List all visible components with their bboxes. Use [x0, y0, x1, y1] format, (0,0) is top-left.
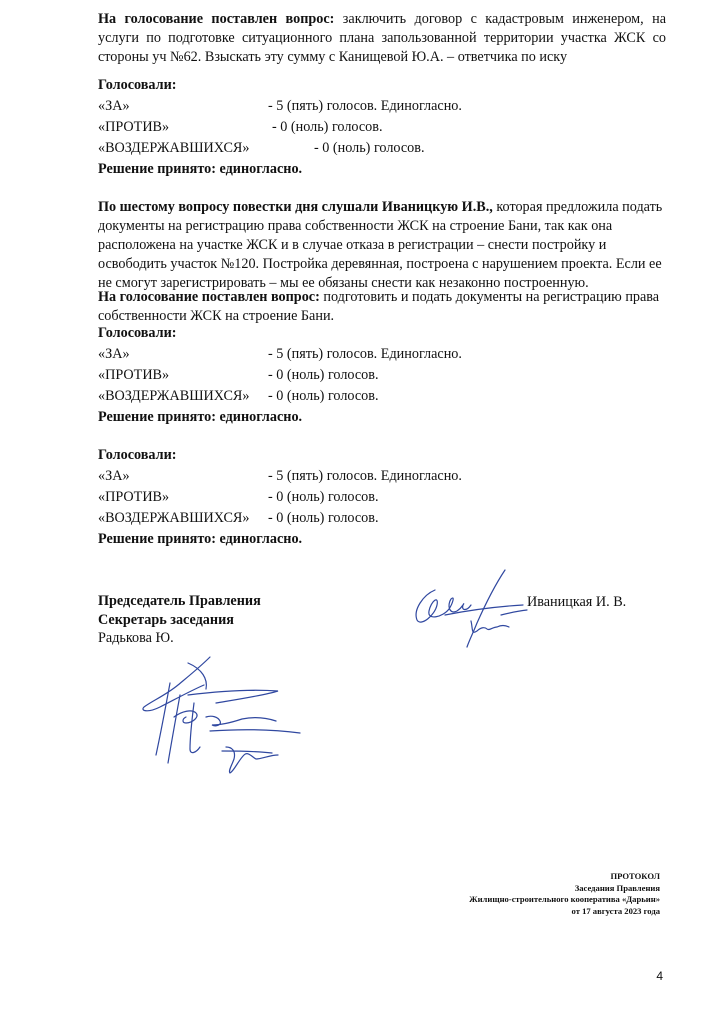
- question-5-paragraph: [98, 10, 666, 67]
- decision-text: Решение принято: единогласно.: [98, 531, 303, 547]
- chair-signature: [405, 565, 530, 650]
- vote-value: - 5 (пять) голосов. Единогласно.: [268, 468, 462, 484]
- question-label: На голосование поставлен вопрос:: [98, 289, 320, 305]
- decision-text: Решение принято: единогласно.: [98, 409, 303, 425]
- vote-value: - 0 (ноль) голосов.: [268, 510, 379, 526]
- vote-value: - 0 (ноль) голосов.: [314, 140, 425, 156]
- vote-value: - 5 (пять) голосов. Единогласно.: [268, 346, 462, 362]
- vote-value: - 0 (ноль) голосов.: [268, 367, 379, 383]
- question-6-paragraph: [98, 198, 666, 293]
- voted-heading: Голосовали:: [98, 77, 177, 93]
- vote-label: «ЗА»: [98, 346, 130, 362]
- voted-heading: Голосовали:: [98, 447, 177, 463]
- voted-heading: Голосовали:: [98, 325, 177, 341]
- intro-bold: По шестому вопросу повестки дня слушали Иваницкую И.В.,: [98, 199, 493, 215]
- secretary-label: Секретарь заседания: [98, 612, 234, 628]
- vote-label: «ПРОТИВ»: [98, 367, 170, 383]
- chair-label: Председатель Правления: [98, 593, 261, 609]
- vote-label: «ВОЗДЕРЖАВШИХСЯ»: [98, 140, 250, 156]
- vote-label: «ЗА»: [98, 468, 130, 484]
- vote-value: - 0 (ноль) голосов.: [268, 489, 379, 505]
- vote-row-abstained: [98, 139, 666, 160]
- vote-row-against: [98, 366, 666, 387]
- footer-line: ПРОТОКОЛ: [610, 871, 660, 881]
- vote-label: «ЗА»: [98, 98, 130, 114]
- vote-row-for: [98, 97, 666, 118]
- footer-line: Заседания Правления: [574, 882, 660, 893]
- intro-text: которая предложила подать документы на регистрацию права собственности ЖСК на строение Бани, так как она расположена на участке ЖСК и в случае отказа в регистрации – снести постройку и освободить участок №120. Постройка деревянная, построена с нарушением проекта. Если ее не смогут зарегистрировать – мы ее обязаны снести как незаконно построенную.: [98, 199, 663, 291]
- vote-row-for: [98, 467, 666, 488]
- votes-block-6: [98, 324, 666, 427]
- footer-block: [469, 871, 660, 917]
- vote-label: «ВОЗДЕРЖАВШИХСЯ»: [98, 388, 250, 404]
- question-text: подготовить и подать документы на регистрацию права собственности ЖСК на строение Бани.: [98, 289, 660, 324]
- page-number: 4: [656, 969, 663, 983]
- vote-row-abstained: [98, 387, 666, 408]
- vote-row-for: [98, 345, 666, 366]
- votes-block-5: [98, 76, 666, 179]
- vote-value: - 0 (ноль) голосов.: [272, 119, 383, 135]
- vote-label: «ПРОТИВ»: [98, 119, 170, 135]
- vote-value: - 0 (ноль) голосов.: [268, 388, 379, 404]
- question-label: На голосование поставлен вопрос:: [98, 11, 335, 27]
- footer-line: от 17 августа 2023 года: [571, 905, 660, 916]
- chair-name: Иваницкая И. В.: [527, 594, 627, 610]
- secretary-signature: [130, 655, 305, 785]
- vote-label: «ВОЗДЕРЖАВШИХСЯ»: [98, 510, 250, 526]
- vote-label: «ПРОТИВ»: [98, 489, 170, 505]
- vote-value: - 5 (пять) голосов. Единогласно.: [268, 98, 462, 114]
- secretary-name: Радькова Ю.: [98, 630, 174, 646]
- votes-block-7: [98, 446, 666, 549]
- footer-line: Жилищно-строительного кооператива «Дарьин»: [469, 894, 660, 904]
- question-text: заключить договор с кадастровым инженером, на услуги по подготовке ситуационного плана запользованной территории участка ЖСК со стороны уч №62. Взыскать эту сумму с Канищевой Ю.А. – ответчика по иску: [98, 11, 666, 65]
- question-6-vote-paragraph: [98, 288, 666, 326]
- decision-text: Решение принято: единогласно.: [98, 161, 303, 177]
- vote-row-against: [98, 488, 666, 509]
- vote-row-abstained: [98, 509, 666, 530]
- vote-row-against: [98, 118, 666, 139]
